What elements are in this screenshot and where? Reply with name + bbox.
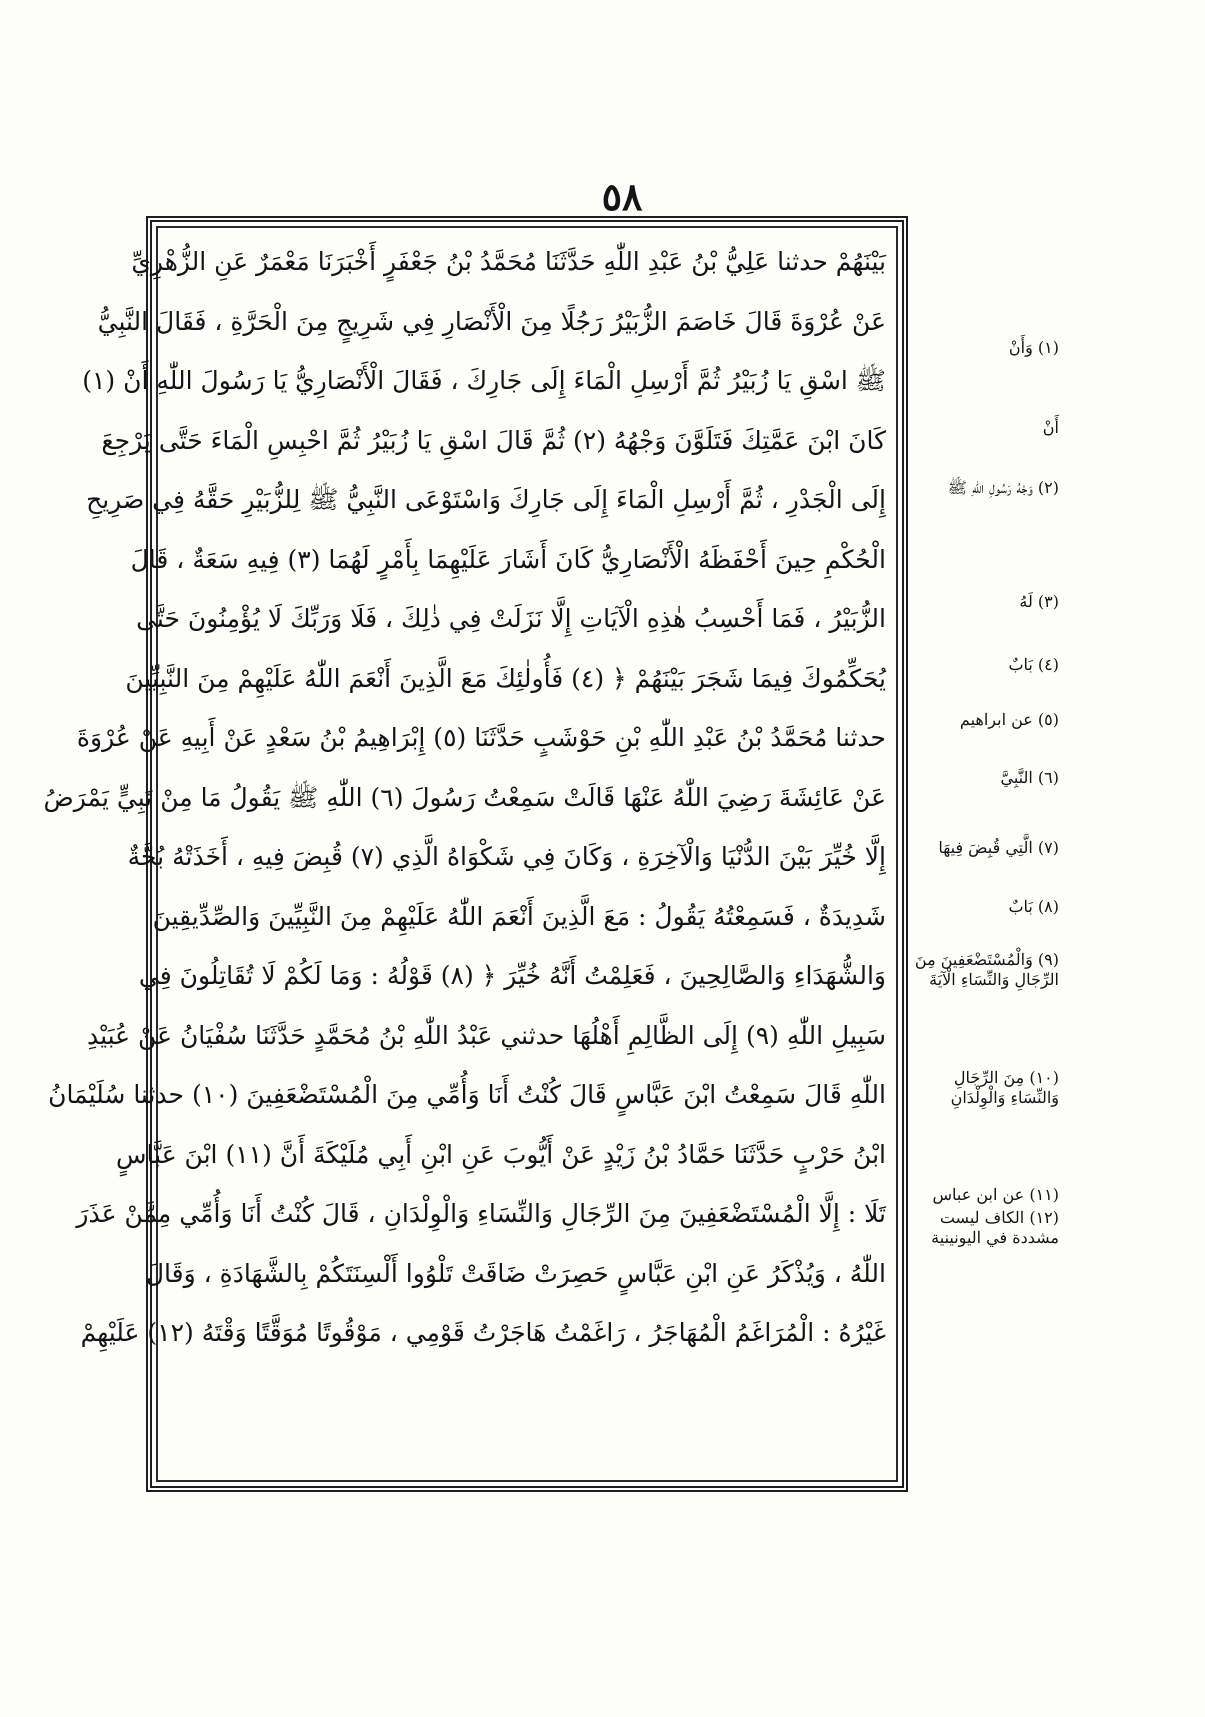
margin-note: (٢) وَجْهُ رَسُولِ اللّٰهِ ﷺ (947, 478, 1059, 497)
text-line: اللّٰهِ قَالَ سَمِعْتُ ابْنَ عَبَّاسٍ قَالَ كُنْتُ أَنَا وَأُمِّي مِنَ الْمُسْتَضْعَفِينَ (١٠) حدثنا سُلَيْمَانُ (48, 1080, 886, 1109)
text-line: عَنْ عَائِشَةَ رَضِيَ اللّٰهُ عَنْهَا قَالَتْ سَمِعْتُ رَسُولَ (٦) اللّٰهِ ﷺ يَقُولُ مَا مِنْ نَبِيٍّ يَمْرَضُ (43, 782, 886, 812)
text-line: الْحُكْمِ حِينَ أَحْفَظَهُ الْأَنْصَارِيُّ كَانَ أَشَارَ عَلَيْهِمَا بِأَمْرٍ لَهُمَا (٣) فِيهِ سَعَةٌ ، قَالَ (130, 544, 886, 574)
text-line: سَبِيلِ اللّٰهِ (٩) إِلَى الظَّالِمِ أَهْلُهَا حدثني عَبْدُ اللّٰهِ بْنُ مُحَمَّدٍ حَدَّثَنَا سُفْيَانُ عَنْ عُبَيْدِ (86, 1020, 886, 1050)
main-text-block (43, 232, 886, 1476)
page-number: ٥٨ (601, 174, 643, 219)
margin-note: (٤) بَابٌ (1008, 655, 1059, 674)
text-line: ابْنُ حَرْبٍ حَدَّثَنَا حَمَّادُ بْنُ زَيْدٍ عَنْ أَيُّوبَ عَنِ ابْنِ أَبِي مُلَيْكَةَ أَنَّ (١١) ابْنَ عَبَّاسٍ (116, 1139, 886, 1169)
margin-note: (١٠) مِنَ الرِّجَالِ وَالنِّسَاءِ وَالْوِلْدَانِ (950, 1068, 1059, 1107)
text-line: شَدِيدَةٌ ، فَسَمِعْتُهُ يَقُولُ : مَعَ الَّذِينَ أَنْعَمَ اللّٰهُ عَلَيْهِمْ مِنَ النَّبِيِّينَ وَالصِّدِّيقِينَ (152, 901, 886, 931)
text-line: غَيْرُهُ : الْمُرَاغَمُ الْمُهَاجَرُ ، رَاغَمْتُ هَاجَرْتُ قَوْمِي ، مَوْقُوتًا مُوَقَّتًا وَقْتَهُ (١٢) عَلَيْهِمْ (80, 1318, 886, 1347)
text-line: حدثنا مُحَمَّدُ بْنُ عَبْدِ اللّٰهِ بْنِ حَوْشَبٍ حَدَّثَنَا (٥) إِبْرَاهِيمُ بْنُ سَعْدٍ عَنْ أَبِيهِ عَنْ عُرْوَةَ (76, 723, 886, 752)
margin-note: (٥) عن ابراهيم (959, 710, 1059, 729)
margin-note: (١٢) الكاف ليست مشددة في اليونينية (931, 1208, 1059, 1247)
text-line: الزُّبَيْرُ ، فَمَا أَحْسِبُ هٰذِهِ الْآيَاتِ إِلَّا نَزَلَتْ فِي ذٰلِكَ ، فَلَا وَرَبِّكَ لَا يُؤْمِنُونَ حَتَّى (136, 604, 886, 633)
margin-note: (٩) وَالْمُسْتَضْعَفِينَ مِنَ الرِّجَالِ وَالنِّسَاءِ الْآيَةَ (914, 950, 1059, 989)
margin-note: أَنْ (1042, 418, 1059, 437)
text-line: إِلَّا خُيِّرَ بَيْنَ الدُّنْيَا وَالْآخِرَةِ ، وَكَانَ فِي شَكْوَاهُ الَّذِي (٧) قُبِضَ فِيهِ ، أَخَذَتْهُ بُحَّةٌ (127, 842, 886, 871)
margin-note: (٨) بَابٌ (1008, 897, 1059, 916)
text-frame (43, 216, 908, 1492)
text-line: بَيْنَهُمْ حدثنا عَلِيُّ بْنُ عَبْدِ اللّٰهِ حَدَّثَنَا مُحَمَّدُ بْنُ جَعْفَرٍ أَخْبَرَنَا مَعْمَرٌ عَنِ الزُّهْرِيِّ (131, 247, 886, 276)
text-line: عَنْ عُرْوَةَ قَالَ خَاصَمَ الزُّبَيْرُ رَجُلًا مِنَ الْأَنْصَارِ فِي شَرِيجٍ مِنَ الْحَرَّةِ ، فَقَالَ النَّبِيُّ (97, 306, 886, 336)
text-line: تَلَا : إِلَّا الْمُسْتَضْعَفِينَ مِنَ الرِّجَالِ وَالنِّسَاءِ وَالْوِلْدَانِ ، قَالَ كُنْتُ أَنَا وَأُمِّي مِمَّنْ عَذَرَ (76, 1199, 886, 1228)
text-line: إِلَى الْجَدْرِ ، ثُمَّ أَرْسِلِ الْمَاءَ إِلَى جَارِكَ وَاسْتَوْعَى النَّبِيُّ ﷺ لِلزُّبَيْرِ حَقَّهُ فِي صَرِيحِ (86, 485, 886, 514)
margin-note: (٧) الَّتِي قُبِضَ فِيهَا (938, 838, 1059, 857)
text-line: كَانَ ابْنَ عَمَّتِكَ فَتَلَوَّنَ وَجْهُهُ (٢) ثُمَّ قَالَ اسْقِ يَا زُبَيْرُ ثُمَّ احْبِسِ الْمَاءَ حَتَّى يَرْجِعَ (101, 425, 886, 455)
margin-note: (١) وَأَنْ (1008, 338, 1059, 357)
margin-note: (٣) لَهُ (1019, 592, 1059, 611)
margin-note: (١١) عن ابن عباس (932, 1185, 1059, 1204)
margin-note: (٦) النَّبِيَّ (1000, 768, 1059, 787)
text-line: اللّٰهُ ، وَيُذْكَرُ عَنِ ابْنِ عَبَّاسٍ حَصِرَتْ ضَاقَتْ تَلْوُوا أَلْسِنَتَكُمْ بِالشَّهَادَةِ ، وَقَالَ (145, 1258, 886, 1288)
text-line: يُحَكِّمُوكَ فِيمَا شَجَرَ بَيْنَهُمْ ﴿ (٤) فَأُولٰئِكَ مَعَ الَّذِينَ أَنْعَمَ اللّٰهُ عَلَيْهِمْ مِنَ النَّبِيِّينَ (125, 663, 886, 693)
text-line: ﷺ اسْقِ يَا زُبَيْرُ ثُمَّ أَرْسِلِ الْمَاءَ إِلَى جَارِكَ ، فَقَالَ الْأَنْصَارِيُّ يَا رَسُولَ اللّٰهِ أَنْ (١) (82, 366, 886, 395)
text-line: وَالشُّهَدَاءِ وَالصَّالِحِينَ ، فَعَلِمْتُ أَنَّهُ خُيِّرَ ﴿ (٨) قَوْلُهُ : وَمَا لَكُمْ لَا تُقَاتِلُونَ فِي (138, 961, 886, 990)
